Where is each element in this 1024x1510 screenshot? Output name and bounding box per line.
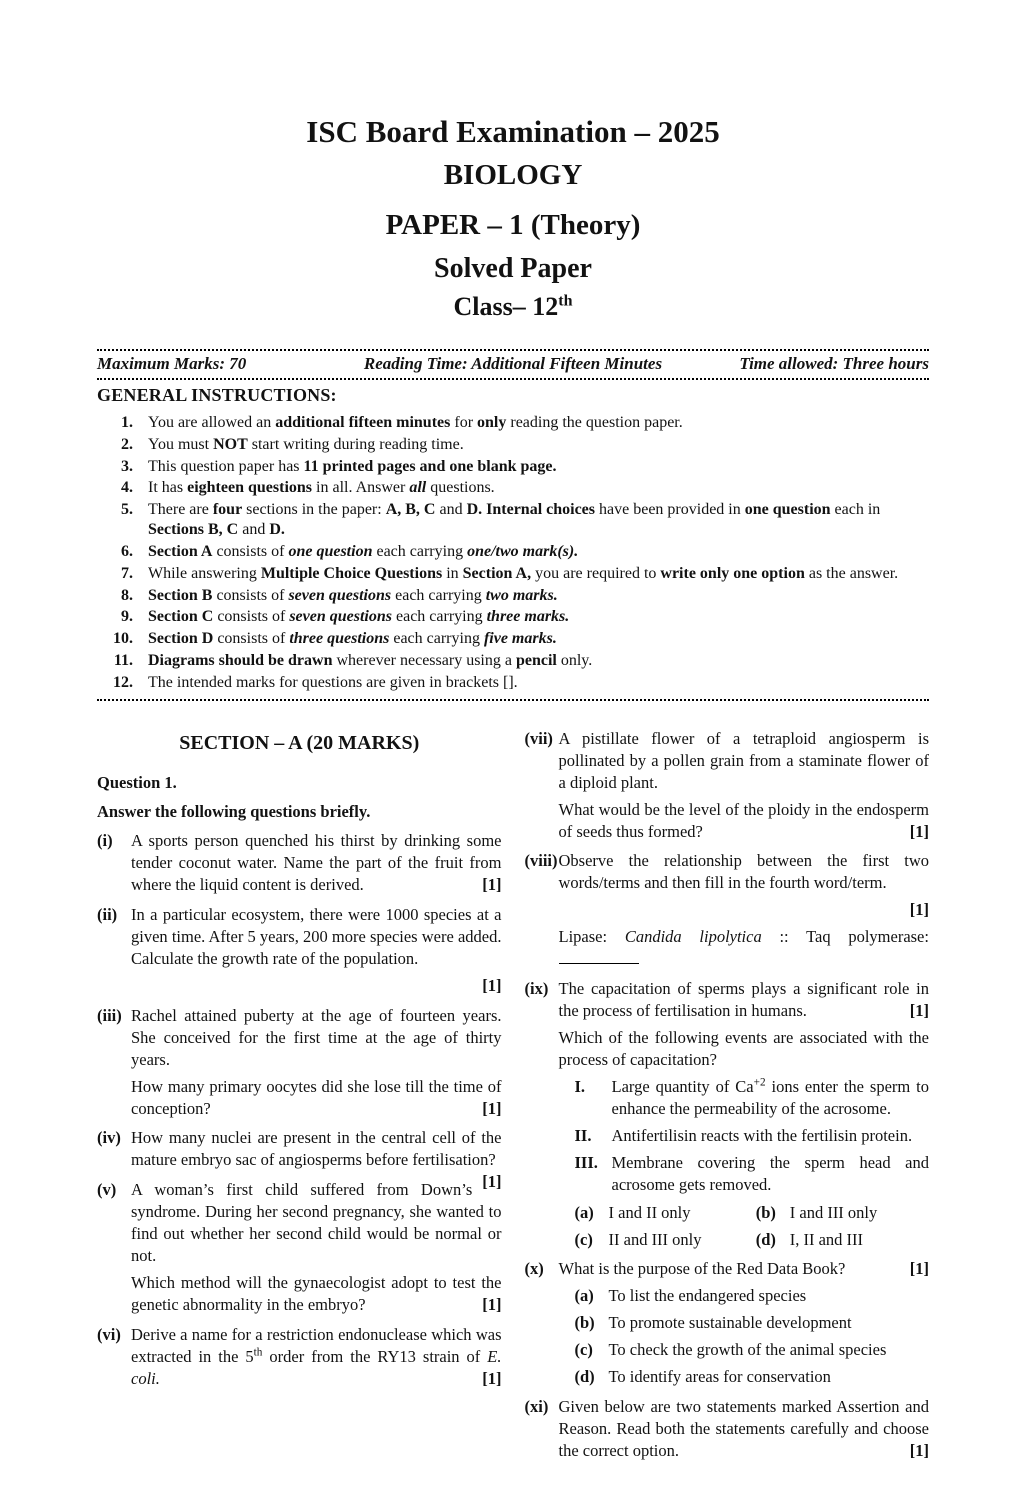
marks-badge: [1] [482, 1172, 502, 1192]
text-segment: Section A, [462, 564, 532, 582]
text-segment: What is the purpose of the Red Data Book? [558, 1259, 846, 1279]
question-number-label: (xi) [524, 1397, 549, 1417]
instruction-item [97, 500, 929, 540]
text-segment: each carrying [391, 586, 486, 604]
text-segment: A pistillate flower of a tetraploid angiosperm is pollinated by a pollen grain from a staminate flower of a diploid plant. [558, 728, 929, 792]
text-segment: Section D [148, 630, 214, 648]
right-question-list [525, 728, 930, 1462]
instruction-text [148, 586, 929, 606]
text-segment: seven questions [289, 608, 392, 626]
general-instructions-heading: GENERAL INSTRUCTIONS: [97, 385, 337, 405]
text-segment: D. Internal choices [466, 501, 596, 519]
time-allowed: Time allowed: Three hours [739, 354, 929, 373]
text-segment: Multiple Choice Questions [260, 564, 443, 582]
text-segment: order from the RY13 strain of [262, 1346, 488, 1366]
text-segment: and [435, 501, 467, 519]
text-segment: three questions [289, 630, 390, 648]
instruction-number: 7. [121, 564, 133, 582]
mcq-option [756, 1202, 929, 1224]
question-number-label: (ii) [97, 905, 118, 925]
instruction-text [148, 500, 929, 540]
question-body [131, 830, 502, 896]
mcq-option [575, 1339, 930, 1361]
question-paragraph [131, 904, 502, 970]
marks-badge: [1] [482, 1368, 502, 1388]
question-paragraph [131, 1179, 502, 1267]
question-number-label: (viii) [524, 851, 558, 871]
text-segment: The capacitation of sperms plays a significant role in the process of fertilisation in humans. [558, 979, 929, 1021]
instruction-item [97, 478, 929, 498]
text-segment: pencil [515, 652, 557, 670]
text-segment: each carrying [372, 542, 468, 560]
question-item [525, 1258, 930, 1388]
question-body [559, 850, 930, 970]
instruction-number: 5. [121, 501, 133, 519]
question-number-label: (vii) [524, 728, 553, 748]
question-number-label: (iii) [97, 1005, 122, 1025]
text-segment: all [409, 479, 427, 497]
instruction-number: 1. [121, 414, 133, 431]
question-body [559, 978, 930, 1250]
text-segment: Antifertilisin reacts with the fertilisin protein. [611, 1125, 913, 1145]
text-segment: th [253, 1346, 263, 1359]
instruction-number: 11. [113, 652, 133, 670]
mcq-option-text: I and II only [608, 1202, 691, 1222]
text-segment: one question [744, 501, 831, 519]
question-1-label: Question 1. [97, 773, 177, 793]
instruction-text [148, 478, 929, 498]
text-segment: for [450, 414, 478, 431]
text-segment: one question [288, 542, 373, 560]
instruction-number: 8. [121, 586, 133, 604]
sublist-item-label: I. [574, 1076, 586, 1096]
section-a-heading: SECTION – A (20 MARKS) [179, 731, 420, 754]
text-segment: consists of [213, 608, 290, 626]
text-segment: three marks. [486, 608, 570, 626]
text-segment: There are [148, 501, 213, 519]
question-paragraph [131, 1324, 502, 1390]
text-segment: each carrying [389, 630, 484, 648]
marks-badge: [1] [909, 1001, 929, 1021]
subject-title: BIOLOGY [443, 159, 583, 191]
question-body [559, 728, 930, 843]
text-segment: reading the question paper. [506, 414, 683, 431]
text-segment: +2 [753, 1076, 766, 1089]
page-title: ISC Board Examination – 2025 [306, 114, 720, 149]
text-segment: as the answer. [804, 564, 899, 582]
text-segment: A sports person quenched his thirst by drinking some tender coconut water. Name the part of the fruit from where the liquid content is derived. [131, 831, 502, 895]
text-segment: A, B, C [385, 501, 436, 519]
sublist-item-label: II. [574, 1125, 592, 1145]
mcq-option-label: (a) [574, 1202, 594, 1222]
mcq-option [575, 1366, 930, 1388]
instruction-item [97, 564, 929, 584]
text-segment: A woman’s first child suffered from Down’s syndrome. During her second pregnancy, she wanted to find out whether her second child would be normal or not. [131, 1180, 502, 1266]
instruction-number: 3. [121, 457, 133, 475]
question-paragraph [559, 728, 930, 794]
instruction-text [148, 435, 929, 455]
marks-badge: [1] [909, 900, 929, 920]
text-segment: four [212, 501, 243, 519]
instruction-text [148, 542, 929, 562]
question-paragraph [131, 1272, 502, 1316]
mcq-options [575, 1202, 930, 1251]
question-paragraph [559, 799, 930, 843]
instruction-item [97, 457, 929, 477]
question-body [559, 1396, 930, 1462]
mcq-option-text: To promote sustainable development [608, 1313, 852, 1333]
left-question-list [97, 830, 502, 1390]
text-segment: you are required to [531, 564, 661, 582]
text-segment: consists of [212, 542, 289, 560]
mcq-option [575, 1202, 748, 1224]
text-segment: questions. [426, 479, 495, 497]
text-segment: write only one option [660, 564, 805, 582]
question-paragraph [559, 1027, 930, 1071]
mcq-option [575, 1312, 930, 1334]
class-superscript: th [558, 292, 573, 310]
instruction-text [148, 651, 929, 671]
text-segment: How many nuclei are present in the central cell of the mature embryo sac of angiosperms before fertilisation? [131, 1128, 502, 1170]
marks-badge: [1] [909, 1259, 929, 1279]
text-segment: Derive a name for a restriction endonuclease which was extracted in the 5 [131, 1324, 502, 1366]
class-prefix: Class– 12 [453, 292, 559, 321]
question-paragraph [559, 926, 930, 970]
question-columns [97, 728, 929, 1470]
text-segment: consists of [212, 586, 289, 604]
instruction-number: 12. [113, 673, 133, 691]
question-item [97, 1324, 502, 1390]
text-segment: only. [556, 652, 593, 670]
mcq-option-label: (b) [755, 1202, 776, 1222]
question-body [131, 1127, 502, 1192]
text-segment: While answering [148, 564, 261, 582]
text-segment: What would be the level of the ploidy in the endosperm of seeds thus formed? [558, 799, 929, 841]
question-body [131, 1179, 502, 1316]
marks-badge: [1] [482, 975, 502, 995]
question-item [525, 850, 930, 970]
sublist-item [575, 1125, 930, 1147]
solved-paper-label: Solved Paper [434, 253, 592, 284]
mcq-option-label: (d) [574, 1367, 595, 1387]
text-segment: NOT [213, 435, 248, 453]
question-1-intro: Answer the following questions briefly. [97, 802, 371, 822]
instruction-item [97, 435, 929, 455]
instruction-text [148, 629, 929, 649]
maximum-marks: Maximum Marks: 70 [97, 354, 247, 373]
instruction-item [97, 413, 929, 433]
text-segment: The intended marks for questions are given in brackets []. [148, 673, 518, 691]
text-segment: sections in the paper: [242, 501, 386, 519]
text-segment: Rachel attained puberty at the age of fourteen years. She conceived for the first time at the age of thirty years. [131, 1005, 502, 1069]
instruction-item [97, 629, 929, 649]
text-segment: Diagrams should be drawn [148, 652, 333, 670]
question-paragraph [559, 1396, 930, 1462]
marks-badge: [1] [482, 875, 502, 895]
text-segment: only [477, 414, 507, 431]
mcq-option [575, 1229, 748, 1251]
text-segment: five marks. [483, 630, 557, 648]
text-segment: Membrane covering the sperm head and acrosome gets removed. [611, 1152, 929, 1194]
question-paragraph [131, 830, 502, 896]
mcq-option-text: II and III only [608, 1229, 702, 1249]
instruction-number: 4. [121, 479, 133, 497]
instruction-text [148, 413, 929, 433]
right-column [525, 728, 930, 1470]
mcq-option [575, 1285, 930, 1307]
text-segment: 11 printed pages and one blank page. [303, 457, 557, 475]
sublist-item [575, 1152, 930, 1196]
instruction-number: 6. [121, 542, 133, 560]
text-segment: wherever necessary using a [332, 652, 516, 670]
fill-in-blank [559, 949, 639, 964]
question-item [525, 1396, 930, 1462]
mcq-option-label: (c) [574, 1340, 593, 1360]
instruction-number: 9. [121, 608, 133, 626]
text-segment: D. [269, 521, 285, 539]
roman-sublist [575, 1076, 930, 1196]
sublist-item-label: III. [574, 1152, 598, 1172]
marks-badge: [1] [909, 821, 929, 841]
question-number-label: (vi) [97, 1324, 121, 1344]
mcq-option [756, 1229, 929, 1251]
question-body [559, 1258, 930, 1388]
question-paragraph [559, 850, 930, 894]
question-number-label: (v) [97, 1180, 117, 1200]
sublist-item-text [612, 1152, 930, 1196]
mcq-option-text: To check the growth of the animal species [608, 1340, 887, 1360]
question-item [97, 1127, 502, 1192]
question-body [131, 1324, 502, 1390]
text-segment: Large quantity of Ca [611, 1076, 754, 1096]
text-segment: each in [830, 501, 881, 519]
text-segment: You are allowed an [148, 414, 276, 431]
text-segment: This question paper has [148, 457, 304, 475]
text-segment: ions enter the sperm to enhance the permeability of the acrosome. [611, 1076, 930, 1118]
text-segment: in [442, 564, 463, 582]
question-item [97, 1005, 502, 1120]
instruction-number: 2. [121, 435, 133, 453]
instruction-number: 10. [113, 630, 133, 648]
title-block [97, 0, 929, 322]
instruction-text [148, 457, 929, 477]
mcq-option-text: To list the endangered species [608, 1286, 807, 1306]
question-paragraph [559, 978, 930, 1022]
reading-time: Reading Time: Additional Fifteen Minutes [363, 354, 663, 373]
text-segment: Sections B, C [148, 521, 239, 539]
text-segment: start writing during reading time. [247, 435, 464, 453]
question-paragraph [131, 1076, 502, 1120]
text-segment: Which method will the gynaecologist adopt to test the genetic abnormality in the embryo? [131, 1273, 502, 1315]
text-segment: additional fifteen minutes [275, 414, 451, 431]
class-label [97, 292, 929, 322]
question-item [97, 1179, 502, 1316]
question-item [97, 830, 502, 896]
instruction-text [148, 607, 929, 627]
marks-badge: [1] [482, 1098, 502, 1118]
mcq-option-text: To identify areas for conservation [608, 1367, 831, 1387]
question-item [525, 978, 930, 1250]
text-segment: :: Taq polymerase: [761, 927, 929, 947]
marks-badge: [1] [909, 1441, 929, 1461]
mcq-options [575, 1285, 930, 1388]
instruction-text [148, 564, 929, 584]
instruction-item [97, 673, 929, 693]
text-segment: E. coli. [131, 1346, 502, 1388]
text-segment: in all. Answer [312, 479, 410, 497]
instructions-divider [97, 699, 929, 701]
text-segment: consists of [213, 630, 290, 648]
text-segment: eighteen questions [187, 479, 313, 497]
mcq-option-text: I, II and III [789, 1229, 864, 1249]
question-number-label: (i) [97, 831, 113, 851]
question-number-label: (x) [524, 1259, 544, 1279]
text-segment: Section B [148, 586, 213, 604]
text-segment: In a particular ecosystem, there were 1000 species at a given time. After 5 years, 200 more species were added. Calculate the growth rate of the population. [131, 905, 502, 968]
mcq-option-label: (a) [574, 1286, 594, 1306]
mcq-option-label: (c) [574, 1229, 593, 1249]
question-paragraph [131, 1005, 502, 1071]
sublist-item-text [612, 1125, 930, 1147]
marks-badge: [1] [482, 1295, 502, 1315]
text-segment: Section A [148, 542, 213, 560]
text-segment: and [238, 521, 270, 539]
text-segment: Given below are two statements marked Assertion and Reason. Read both the statements carefully and choose the correct option. [558, 1397, 929, 1461]
question-body [131, 1005, 502, 1120]
text-segment: have been provided in [595, 501, 745, 519]
left-column [97, 728, 502, 1470]
text-segment: each carrying [392, 608, 487, 626]
instruction-item [97, 607, 929, 627]
paper-title: PAPER – 1 (Theory) [385, 209, 641, 241]
instruction-item [97, 542, 929, 562]
text-segment: Observe the relationship between the first two words/terms and then fill in the fourth word/term. [558, 851, 929, 893]
instruction-text [148, 673, 929, 693]
text-segment: seven questions [288, 586, 392, 604]
question-item [97, 904, 502, 997]
text-segment: How many primary oocytes did she lose till the time of conception? [131, 1076, 502, 1118]
instruction-item [97, 586, 929, 606]
text-segment: Lipase: [558, 927, 625, 947]
question-paragraph [559, 1258, 930, 1280]
text-segment: Which of the following events are associated with the process of capacitation? [558, 1028, 929, 1069]
question-item [525, 728, 930, 843]
text-segment: Candida lipolytica [624, 927, 762, 947]
text-segment: It has [148, 479, 188, 497]
question-body [131, 904, 502, 997]
mcq-option-text: I and III only [789, 1202, 878, 1222]
question-number-label: (ix) [524, 979, 549, 999]
mcq-option-label: (b) [574, 1313, 595, 1333]
text-segment: one/two mark(s). [467, 542, 579, 560]
instruction-item [97, 651, 929, 671]
question-paragraph [131, 1127, 502, 1192]
text-segment: two marks. [485, 586, 558, 604]
text-segment: Section C [148, 608, 214, 626]
question-number-label: (iv) [97, 1128, 121, 1148]
mcq-option-label: (d) [755, 1229, 776, 1249]
exam-info-bar [97, 349, 929, 380]
general-instructions-list [97, 413, 929, 693]
sublist-item [575, 1076, 930, 1120]
sublist-item-text [612, 1076, 930, 1120]
text-segment: You must [148, 435, 214, 453]
